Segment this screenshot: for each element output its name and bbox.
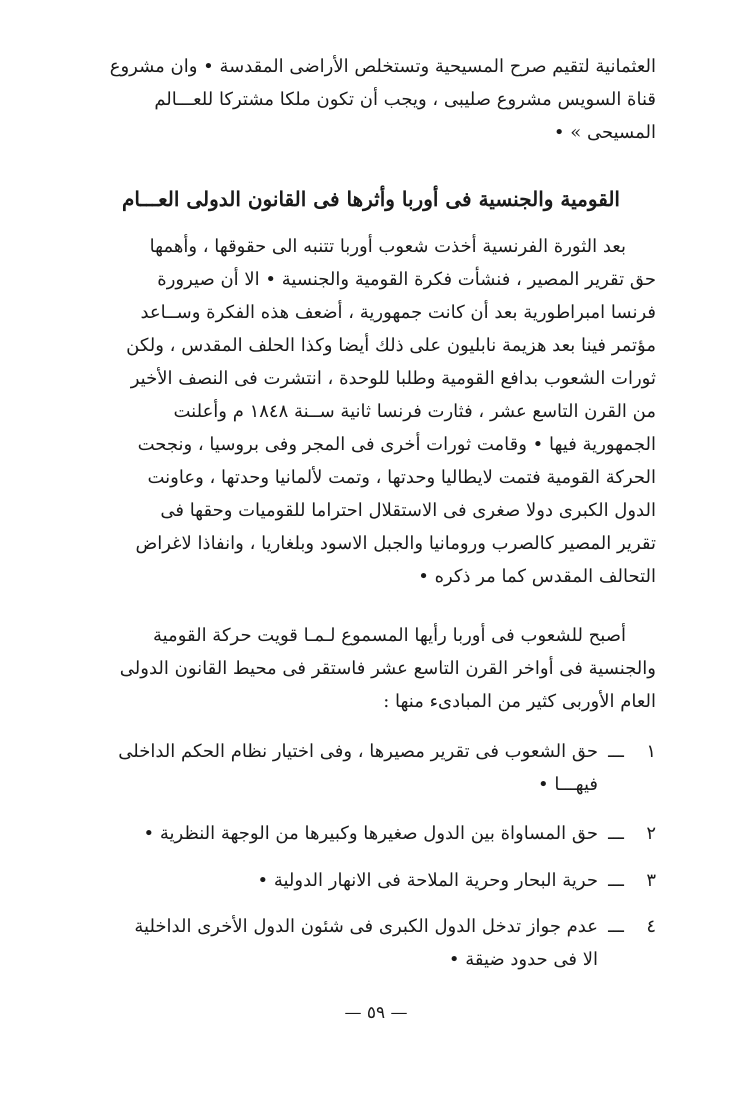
paragraph-line: بعد الثورة الفرنسية أخذت شعوب أوربا تتنبه الى حقوقها ، وأهمها — [149, 236, 626, 257]
principle-text: حق الشعوب فى تقرير مصيرها ، وفى اختيار نظام الحكم الداخلى — [118, 741, 598, 762]
principle-dash: ـــ — [608, 916, 624, 937]
paragraph-line: التحالف المقدس كما مر ذكره • — [418, 566, 656, 587]
intro-line: العثمانية لتقيم صرح المسيحية وتستخلص الأراضى المقدسة • وان مشروع — [109, 56, 656, 77]
principle-text: عدم جواز تدخل الدول الكبرى فى شئون الدول الأخرى الداخلية — [134, 916, 598, 937]
principle-text: الا فى حدود ضيقة • — [448, 949, 598, 970]
principle-number: ٢ — [646, 823, 656, 844]
paragraph-line: الحركة القومية فتمت لايطاليا وحدتها ، وتمت لألمانيا وحدتها ، وعاونت — [147, 467, 656, 488]
paragraph-line: تقرير المصير كالصرب ورومانيا والجبل الاسود وبلغاريا ، وانفاذا لاغراض — [135, 533, 656, 554]
page-number: — ٥٩ — — [344, 1003, 408, 1023]
paragraph-line: ثورات الشعوب بدافع القومية وطلبا للوحدة ، انتشرت فى النصف الأخير — [130, 368, 656, 389]
principle-text: حق المساواة بين الدول صغيرها وكبيرها من الوجهة النظرية • — [143, 823, 598, 844]
principle-dash: ـــ — [608, 823, 624, 844]
paragraph-line: حق تقرير المصير ، فنشأت فكرة القومية والجنسية • الا أن صيرورة — [157, 269, 656, 290]
principle-text: حرية البحار وحرية الملاحة فى الانهار الدولية • — [257, 870, 598, 891]
principle-text: فيهـــا • — [538, 774, 598, 795]
paragraph-line: مؤتمر فينا بعد هزيمة نابليون على ذلك أيضا وكذا الحلف المقدس ، ولكن — [126, 335, 656, 356]
principle-number: ١ — [646, 741, 656, 762]
principle-number: ٣ — [646, 870, 656, 891]
intro-line: المسيحى » • — [553, 122, 656, 143]
principle-item — [86, 910, 656, 976]
principle-item — [86, 735, 656, 801]
intro-line: قناة السويس مشروع صليبى ، ويجب أن تكون ملكا مشتركا للعـــالم — [154, 89, 656, 110]
paragraph-principles-intro — [86, 619, 656, 718]
paragraph-nationalism — [86, 230, 656, 593]
paragraph-line: أصبح للشعوب فى أوربا رأيها المسموع لـمـا قويت حركة القومية — [152, 625, 626, 646]
paragraph-line: الدول الكبرى دولا صغرى فى الاستقلال احتراما للقوميات وحقها فى — [160, 500, 656, 521]
principle-item — [86, 817, 656, 850]
principle-dash: ـــ — [608, 870, 624, 891]
principle-number: ٤ — [646, 916, 656, 937]
paragraph-line: الجمهورية فيها • وقامت ثورات أخرى فى المجر وفى بروسيا ، ونجحت — [137, 434, 656, 455]
paragraph-line: والجنسية فى أواخر القرن التاسع عشر فاستقر فى محيط القانون الدولى — [119, 658, 656, 679]
intro-paragraph — [86, 50, 656, 149]
principle-dash: ـــ — [608, 741, 624, 762]
section-heading: القومية والجنسية فى أوربا وأثرها فى القانون الدولى العـــام — [122, 187, 620, 211]
paragraph-line: فرنسا امبراطورية بعد أن كانت جمهورية ، أضعف هذه الفكرة وســاعد — [140, 302, 656, 323]
paragraph-line: من القرن التاسع عشر ، فثارت فرنسا ثانية ســنة ١٨٤٨ م وأعلنت — [173, 401, 656, 422]
paragraph-line: العام الأوربى كثير من المبادىء منها : — [383, 691, 656, 712]
principle-item — [86, 864, 656, 897]
